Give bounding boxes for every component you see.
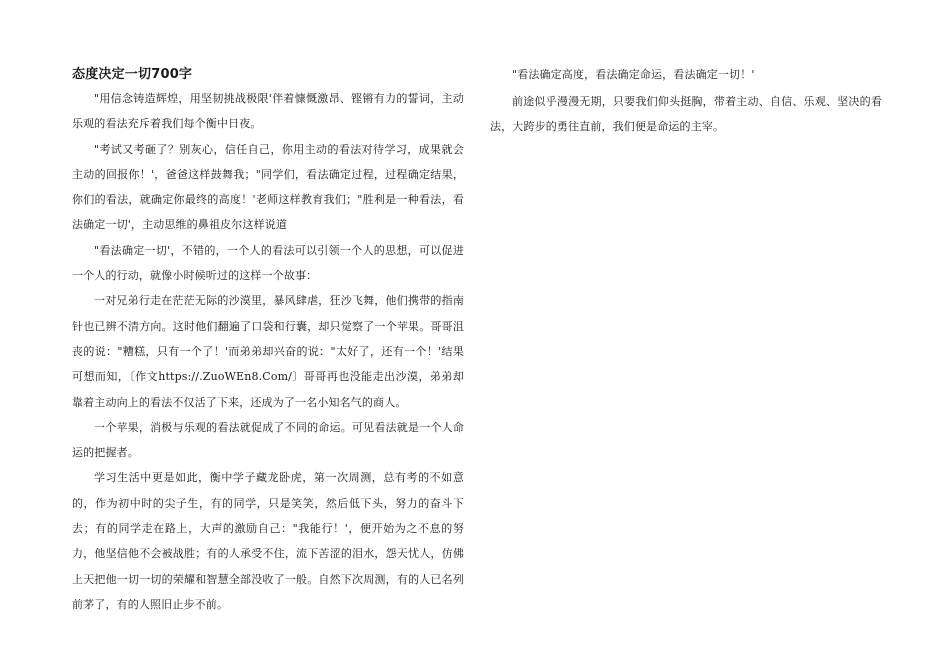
paragraph: "考试又考砸了？别灰心，信任自己，你用主动的看法对待学习，成果就会主动的回报你！'，爸爸这样鼓舞我；"同学们，看法确定过程，过程确定结果，你们的看法，就确定你最终的高度！'老师这样教育我们；"胜利是一种看法，看法确定一切'，主动思维的鼻祖皮尔这样说道 (72, 142, 464, 232)
left-column (72, 64, 464, 617)
right-column (490, 64, 882, 140)
paragraph: "看法确定高度，看法确定命运，看法确定一切！' (512, 68, 755, 81)
paragraph: "用信念铸造辉煌，用坚韧挑战极限'伴着慷慨激昂、铿锵有力的誓词，主动乐观的看法充斥着我们每个衡中日夜。 (72, 92, 464, 131)
paragraph: 一个苹果，消极与乐观的看法就促成了不同的命运。可见看法就是一个人命运的把握者。 (72, 420, 464, 460)
paragraph: 一对兄弟行走在茫茫无际的沙漠里，暴风肆虐，狂沙飞舞，他们携带的指南针也已辨不清方向。这时他们翻遍了口袋和行囊，却只觉察了一个苹果。哥哥沮丧的说："糟糕，只有一个了！'而弟弟却兴奋的说："太好了，还有一个！'结果可想而知，〔作文https://.ZuoWEn8.Com/〕哥哥再也没能走出沙漠，弟弟却靠着主动向上的看法不仅活了下来，还成为了一名小知名气的商人。 (72, 294, 464, 409)
paragraph: 前途似乎漫漫无期，只要我们仰头挺胸，带着主动、自信、乐观、坚决的看法，大跨步的勇往直前，我们便是命运的主宰。 (490, 95, 882, 134)
paragraph: 学习生活中更是如此，衡中学子藏龙卧虎，第一次周测，总有考的不如意的，作为初中时的尖子生，有的同学，只是笑笑，然后低下头，努力的奋斗下去；有的同学走在路上，大声的激励自己："我能行！'，便开始为之不息的努力，他坚信他不会被战胜；有的人承受不住，流下苦涩的泪水，怨天忧人，仿佛上天把他一切一切的荣耀和智慧全部没收了一般。自然下次周测，有的人已名列前茅了，有的人照旧止步不前。 (72, 471, 464, 611)
document-title: 态度决定一切700字 (72, 67, 193, 82)
paragraph: "看法确定一切'，不错的，一个人的看法可以引领一个人的思想，可以促进一个人的行动，就像小时候听过的这样一个故事： (72, 243, 464, 283)
